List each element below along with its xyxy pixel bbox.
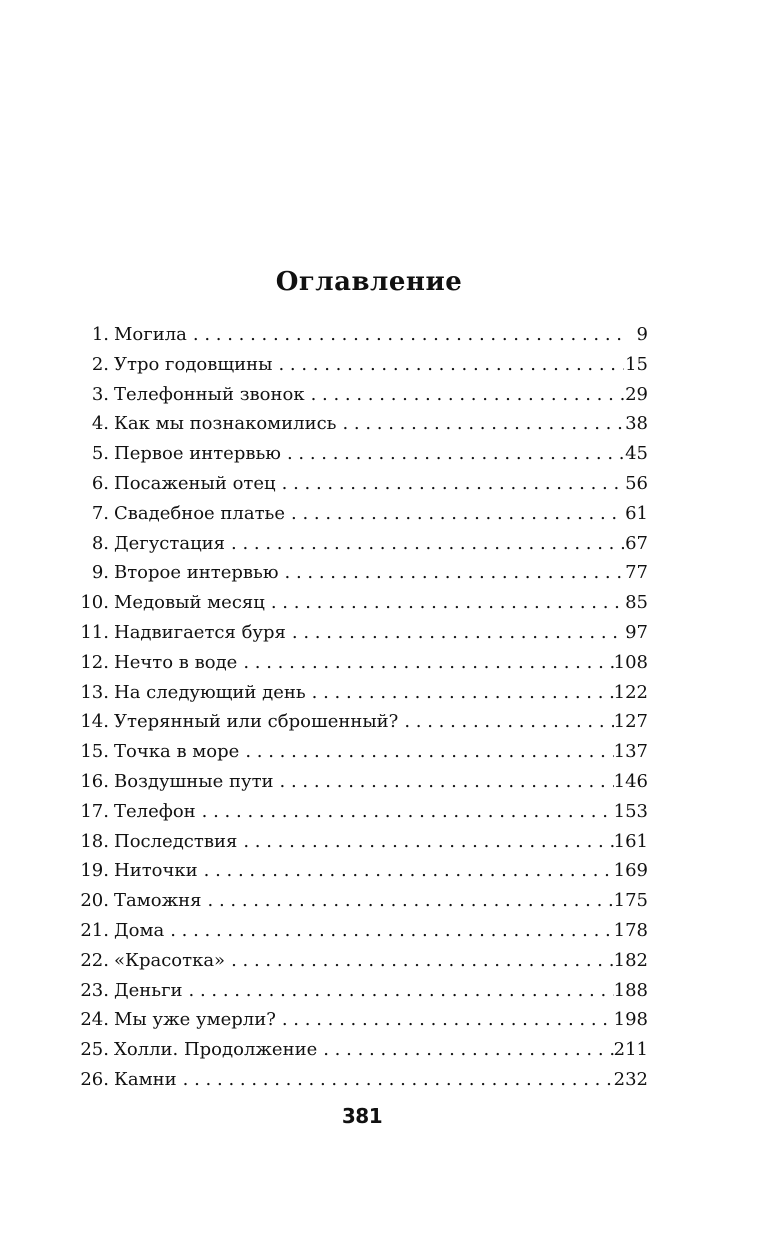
entry-title: Как мы познакомились (114, 413, 337, 435)
entry-number: 20. (80, 890, 109, 912)
toc-entry (76, 320, 648, 350)
dot-leader (279, 558, 625, 588)
entry-number: 1. (91, 324, 109, 345)
entry-title: Мы уже умерли? (114, 1009, 276, 1031)
dot-leader (198, 856, 614, 886)
entry-title: На следующий день (114, 681, 306, 703)
page-number: 381 (341, 1104, 383, 1128)
entry-page: 169 (613, 860, 648, 882)
entry-number: 25. (80, 1039, 109, 1061)
dot-leader (285, 499, 624, 529)
entry-number: 3. (91, 383, 109, 405)
entry-number: 10. (80, 592, 109, 614)
entry-number: 8. (91, 532, 109, 554)
entry-title: Телефон (114, 800, 196, 822)
entry-page: 175 (613, 890, 648, 912)
entry-page: 188 (613, 979, 648, 1001)
entry-title: Второе интервью (114, 562, 279, 584)
entry-title: Таможня (114, 890, 202, 912)
dot-leader (398, 707, 613, 737)
toc-entry (76, 648, 648, 678)
entry-page: 153 (613, 800, 648, 822)
entry-number: 16. (80, 770, 109, 792)
toc-entry (76, 380, 648, 410)
entry-title: Точка в море (114, 741, 240, 763)
page-title: Оглавление (275, 267, 463, 297)
entry-page: 108 (613, 651, 648, 673)
toc-entry (76, 916, 648, 946)
dot-leader (225, 946, 614, 976)
dot-leader (286, 618, 624, 648)
entry-page: 127 (613, 711, 648, 733)
dot-leader (187, 320, 624, 350)
entry-page: 56 (625, 472, 648, 494)
toc-entry (76, 558, 648, 588)
entry-title: Холли. Продолжение (114, 1039, 318, 1061)
entry-title: «Красотка» (114, 949, 226, 971)
entry-page: 29 (625, 383, 648, 405)
entry-number: 14. (80, 711, 109, 733)
entry-number: 2. (91, 353, 109, 375)
dot-leader (196, 797, 614, 827)
entry-title: Могила (114, 324, 187, 345)
toc-entry (76, 469, 648, 499)
toc-entry (76, 976, 648, 1006)
toc-entry (76, 827, 648, 857)
entry-title: Утро годовщины (114, 353, 273, 375)
entry-title: Медовый месяц (114, 592, 265, 614)
entry-page: 122 (613, 681, 648, 703)
dot-leader (164, 916, 613, 946)
dot-leader (317, 1035, 613, 1065)
entry-page: 61 (625, 502, 648, 524)
entry-title: Камни (114, 1068, 177, 1090)
dot-leader (276, 1005, 614, 1035)
dot-leader (305, 380, 624, 410)
entry-title: Нечто в воде (114, 651, 238, 673)
entry-number: 26. (80, 1068, 109, 1090)
entry-page: 9 (636, 324, 648, 345)
toc-entry (76, 350, 648, 380)
toc-entry (76, 856, 648, 886)
entry-title: Телефонный звонок (114, 383, 305, 405)
toc-entry (76, 529, 648, 559)
entry-page: 45 (625, 443, 648, 465)
entry-title: Дома (114, 919, 165, 941)
entry-number: 11. (80, 621, 109, 643)
entry-title: Ниточки (114, 860, 198, 882)
entry-number: 24. (80, 1009, 109, 1031)
entry-number: 21. (80, 919, 109, 941)
toc-entry (76, 588, 648, 618)
entry-title: Последствия (114, 830, 238, 852)
entry-page: 146 (613, 770, 648, 792)
entry-number: 23. (80, 979, 109, 1001)
entry-page: 211 (613, 1039, 648, 1061)
toc-entry (76, 767, 648, 797)
toc-entry (76, 1065, 648, 1095)
dot-leader (274, 767, 614, 797)
entry-title: Свадебное платье (114, 502, 285, 524)
entry-number: 12. (80, 651, 109, 673)
entry-number: 18. (80, 830, 109, 852)
entry-page: 232 (613, 1068, 648, 1090)
entry-page: 97 (625, 621, 648, 643)
entry-number: 22. (80, 949, 109, 971)
entry-number: 4. (91, 413, 109, 435)
entry-title: Надвигается буря (114, 621, 286, 643)
table-of-contents (76, 320, 648, 1095)
entry-page: 67 (625, 532, 648, 554)
toc-entry (76, 886, 648, 916)
toc-entry (76, 409, 648, 439)
toc-entry (76, 707, 648, 737)
entry-title: Дегустация (114, 532, 226, 554)
entry-number: 19. (80, 860, 109, 882)
entry-page: 178 (613, 919, 648, 941)
entry-number: 7. (91, 502, 109, 524)
entry-number: 9. (91, 562, 109, 584)
dot-leader (276, 469, 624, 499)
dot-leader (183, 976, 614, 1006)
entry-page: 85 (625, 592, 648, 614)
entry-page: 137 (613, 741, 648, 763)
entry-number: 13. (80, 681, 109, 703)
toc-entry (76, 737, 648, 767)
entry-page: 15 (625, 353, 648, 375)
toc-entry (76, 678, 648, 708)
entry-title: Утерянный или сброшенный? (114, 711, 399, 733)
dot-leader (306, 678, 614, 708)
toc-entry (76, 797, 648, 827)
dot-leader (225, 529, 624, 559)
dot-leader (281, 439, 624, 469)
toc-entry (76, 1035, 648, 1065)
entry-page: 161 (613, 830, 648, 852)
entry-number: 5. (91, 443, 109, 465)
entry-page: 182 (613, 949, 648, 971)
dot-leader (336, 409, 624, 439)
entry-title: Посаженый отец (114, 472, 276, 494)
entry-page: 77 (625, 562, 648, 584)
toc-entry (76, 618, 648, 648)
dot-leader (272, 350, 624, 380)
dot-leader (237, 648, 613, 678)
entry-title: Первое интервью (114, 443, 281, 465)
entry-page: 198 (613, 1009, 648, 1031)
entry-page: 38 (625, 413, 648, 435)
entry-title: Деньги (114, 979, 183, 1001)
dot-leader (202, 886, 614, 916)
toc-entry (76, 499, 648, 529)
entry-title: Воздушные пути (114, 770, 274, 792)
toc-entry (76, 1005, 648, 1035)
toc-entry (76, 946, 648, 976)
dot-leader (237, 827, 613, 857)
dot-leader (239, 737, 613, 767)
dot-leader (177, 1065, 614, 1095)
entry-number: 15. (80, 741, 109, 763)
toc-entry (76, 439, 648, 469)
entry-number: 17. (80, 800, 109, 822)
entry-number: 6. (91, 472, 109, 494)
dot-leader (265, 588, 624, 618)
